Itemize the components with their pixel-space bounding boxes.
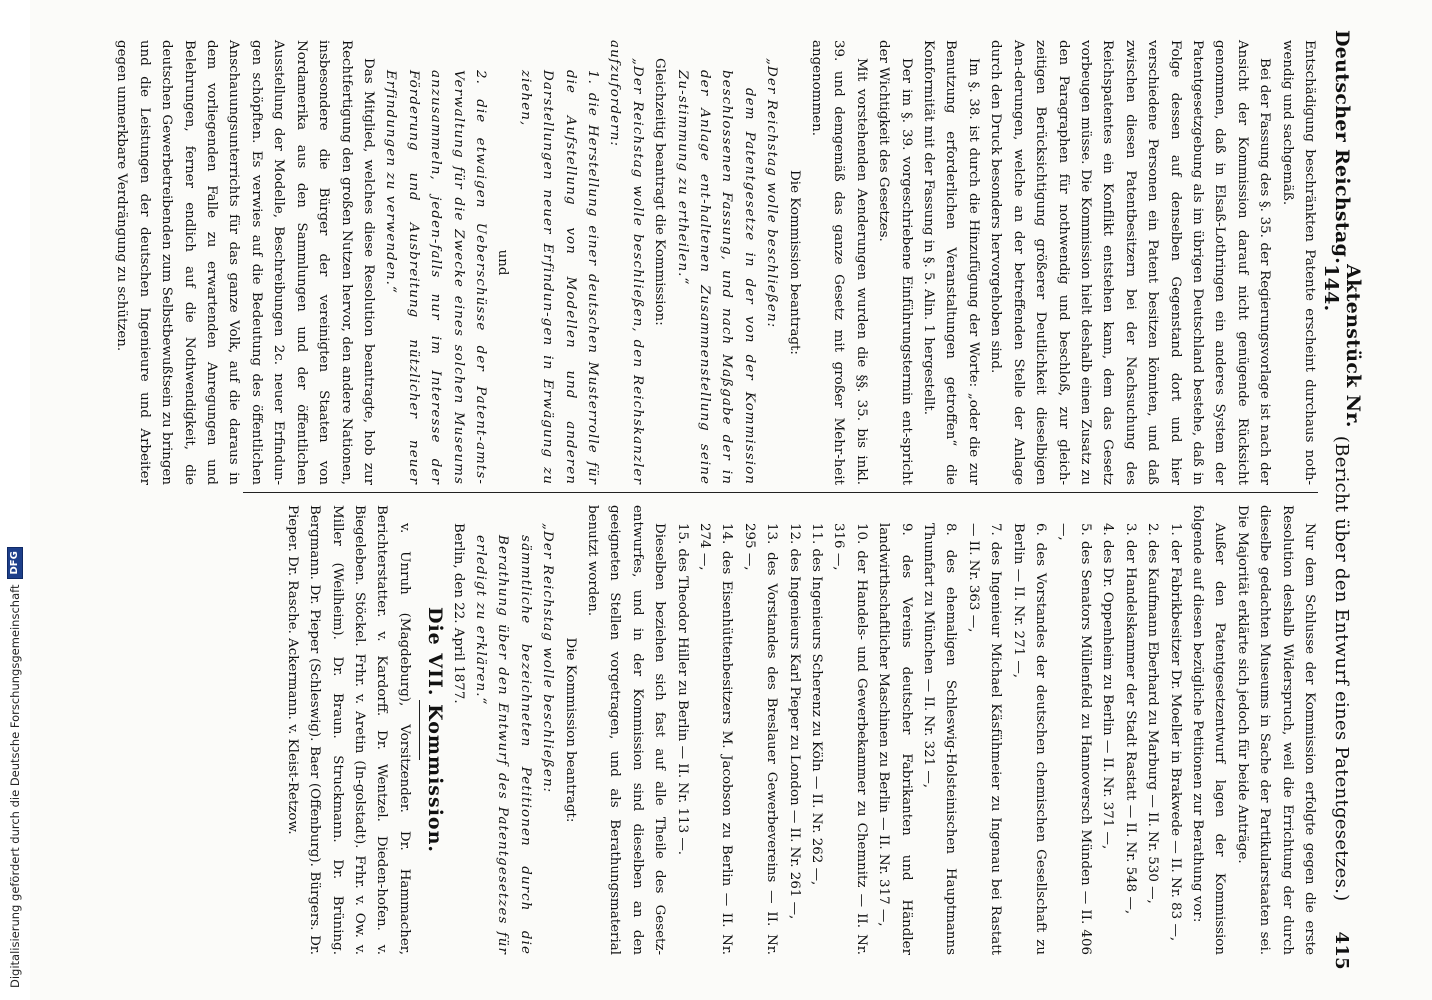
dfg-logo: DFG (7, 547, 23, 578)
motion-quote-start: „Der Reichstag wolle beschließen, den Reichskanzler aufzufordern: (607, 40, 645, 485)
petition-item: 2. des Kaufmann Eberhard zu Marburg — II. Nr. 530 —, (1145, 523, 1161, 904)
paragraph: Entschädigung beschränkten Patente erscheint durchaus noth-wendig und sachgemäß. (1279, 40, 1317, 485)
page-number: 415 (1331, 931, 1353, 970)
motion-quote-start: „Der Reichstag wolle beschließen: (540, 523, 556, 794)
petition-item: 9. des Vereins deutscher Fabrikanten und Händler landwirthschaftlicher Maschinen zu Berlin — II. Nr. 317 —, (876, 523, 914, 955)
right-column (280, 505, 1320, 955)
motion-intro: Die Kommission beantragt: (786, 170, 802, 355)
paragraph: Im §. 38. ist durch die Hinzufügung der Worte: „oder die zur Benutzung erforderlichen Veranstaltungen getroffen“ die Konformität mit der Fassung in §. 5. Alin. 1 hergestellt. (921, 40, 981, 485)
column-divider (243, 492, 1318, 493)
petition-item: 4. des Dr. Oppenheim zu Berlin — II. Nr. 371 —, (1100, 523, 1116, 850)
motion-intro: Die Kommission beantragt: (562, 637, 578, 823)
petition-item: 10. der Handels- und Gewerbekammer zu Chemnitz — II. Nr. 316 —, (831, 523, 869, 955)
motion-quote-body: sämmtliche bezeichneten Petitionen durch die Berathung über den Entwurf des Patentgesetzes für erledigt zu erklären.“ (472, 535, 533, 955)
paragraph: Nur dem Schlusse der Kommission erfolgte gegen die erste Resolution deshalb Widerspruch, weil die Errichtung der durch dieselbe gedachten Museums in Sache der Partikularstaaten sei. Die Majorität erklärte sich jedoch für beide Anträge. (1234, 505, 1317, 955)
header-left: Deutscher Reichstag. (1331, 30, 1353, 265)
petition-item: 11. des Ingenieurs Scherenz zu Köln — II. Nr. 262 —, (809, 523, 825, 886)
date-line: Berlin, den 22. April 1877. (450, 523, 466, 704)
paragraph: Gleichzeitig beantragt die Kommission: (652, 58, 668, 326)
digitization-footer (6, 551, 24, 988)
signatories: v. Unruh (Magdeburg), Vorsitzender. Dr. Hammacher, Berichterstatter. v. Kardorff. Dr. Wentzel. Dieden-hofen. v. Biegeleben. Stöckel. Frhr. v. Aretin (In-golstadt). Frhr. v. Ow. v. Miller (Weilheim). Dr. Braun. Struckmann. Dr. Brüning. Bergmann. Dr. Pieper (Schleswig). Baer (Offenburg). Bürgers. Dr. Pieper. Dr. Rasche. Ackermann. v. Kleist-Retzow. (284, 505, 412, 955)
paragraph: Dieselben beziehen sich fast auf alle Theile des Gesetz-entwurfes, und in der Kommission sind dieselben an den geeigneten Stellen vorgetragen, und als Berathungsmaterial benutzt worden. (585, 505, 668, 955)
paragraph: Der im §. 39. vorgeschriebene Einführungstermin ent-spricht der Wichtigkeit des Gesetzes. (876, 40, 914, 485)
petition-item: 15. des Theodor Hiller zu Berlin — II. Nr. 113 —. (674, 523, 690, 856)
digitization-note: Digitalisierung gefördert durch die Deutsche Forschungsgemeinschaft (8, 584, 22, 988)
resolution-item-2: 2. die etwaigen Ueberschüsse der Patent-amts-Verwaltung für die Zwecke eines solchen Museums anzusammeln, jeden-falls nur im Interesse der Förderung und Ausbreitung nützlicher neuer Erfindungen zu verwenden.“ (383, 70, 488, 485)
paragraph: Mit vorstehenden Aenderungen wurden die §§. 35. bis inkl. 39. und demgemäß das ganze Gesetz mit großer Mehr-heit angenommen. (809, 40, 869, 485)
petition-item: 8. des ehemaligen Schleswig-Holsteinischen Hauptmanns Thumfart zu München — II. Nr. 321 —, (921, 523, 959, 955)
petition-item: 7. des Ingenieur Michael Käsfühmeier zu Ingenau bei Rastatt — II. Nr. 363 —, (965, 523, 1004, 955)
paragraph: Außer den Patentgesetzentwurf lagen der Kommission folgende auf diesen bezügliche Petitionen zur Berathung vor: (1189, 505, 1228, 955)
running-header (1322, 30, 1362, 970)
paragraph: Das Mitglied, welches diese Resolution beantragte, hob zur Rechtfertigung den großen Nutzen hervor, den andere Nationen, insbesondere die Bürger der vereinigten Staaten von Nordamerika aus den Sammlungen und der öffentlichen Ausstellung der Modelle, Beschreibungen 2c. neuer Erfindun-gen schöpften. Es verwies auf die Bedeutung des öffentlichen Anschauungsunterrichts für das ganze Volk, auf die daraus in dem vorliegenden Falle zu erwartenden Anregungen und Belehrungen, ferner endlich auf die Nothwendigkeit, die deutschen Gewerbetreibenden zum Selbstbewußtsein zu bringen und die Leistungen der deutschen Ingenieure und Arbeiter gegen unmerkbare Verdrängung zu schützen. (114, 40, 376, 485)
conjunction: und (495, 249, 511, 276)
resolution-item-1: 1. die Herstellung einer deutschen Musterrolle für die Aufstellung von Modellen und anderen Darstellungen neuer Erfindun-gen in Erwägung zu ziehen, (517, 70, 600, 485)
commission-heading: Die VII. Kommission. (424, 606, 447, 854)
header-right-text: (Bericht über den Entwurf eines Patentgesetzes.) (1331, 435, 1353, 902)
footer-strip (0, 0, 30, 1000)
paragraph: Bei der Fassung des §. 35. der Regierungsvorlage ist nach der Ansicht der Kommission darauf nicht genügende Rücksicht genommen, daß in Elsaß-Lothringen ein anderes System der Patentgesetzgebung als im übrigen Deutschland bestehe, daß in Folge dessen auf denselben Gegenstand dort und hier verschiedene Personen ein Patent besitzen könnten, und daß zwischen diesen Patentbesitzern bei der Nachsuchung des Reichspatentes ein Konflikt entstehen kann, dem das Gesetz vorbeugen müsse. Die Kommission hielt deshalb einen Zusatz zu den Paragraphen für nothwendig und beschloß, zur gleich-zeitigen Berücksichtigung größerer Deutlichkeit dieselbigen Aen-derungen, welche an der betreffenden Stelle der Anlage durch den Druck besonders hervorgehoben sind. (988, 40, 1273, 485)
petition-item: 13. des Vorstandes des Breslauer Gewerbevereins — II. Nr. 295 —, (741, 523, 780, 955)
heading-rule (419, 700, 420, 760)
petition-item: 1. der Fabrikbesitzer Dr. Moeller in Brakwede — II. Nr. 83 —, (1167, 523, 1183, 942)
petition-item: 5. des Senators Müllenfeld zu Hannoversch Münden — II. 406 —, (1055, 523, 1093, 955)
motion-quote-start: „Der Reichstag wolle beschließen: (764, 58, 780, 329)
left-column (110, 40, 1320, 485)
petition-item: 12. des Ingenieurs Karl Pieper zu London — II. Nr. 261 —, (786, 523, 802, 920)
petition-item: 3. der Handelskammer der Stadt Rastatt — II. Nr. 548 —, (1122, 523, 1138, 915)
header-middle: Aktenstück Nr. 144. (1320, 264, 1364, 428)
motion-quote-body: dem Patentgesetze in der von der Kommission beschlossenen Fassung, und nach Maßgabe der in der Anlage ent-haltenen Zusammenstellung seine Zu-stimmung zu ertheilen.“ (674, 70, 757, 485)
header-right (1332, 436, 1353, 970)
petition-item: 6. des Vorstandes der deutschen chemischen Gesellschaft zu Berlin — II. Nr. 271 —, (1010, 523, 1049, 955)
petition-item: 14. des Eisenhüttenbesitzers M. Jacobson zu Berlin — II. Nr. 274 —, (697, 523, 735, 955)
